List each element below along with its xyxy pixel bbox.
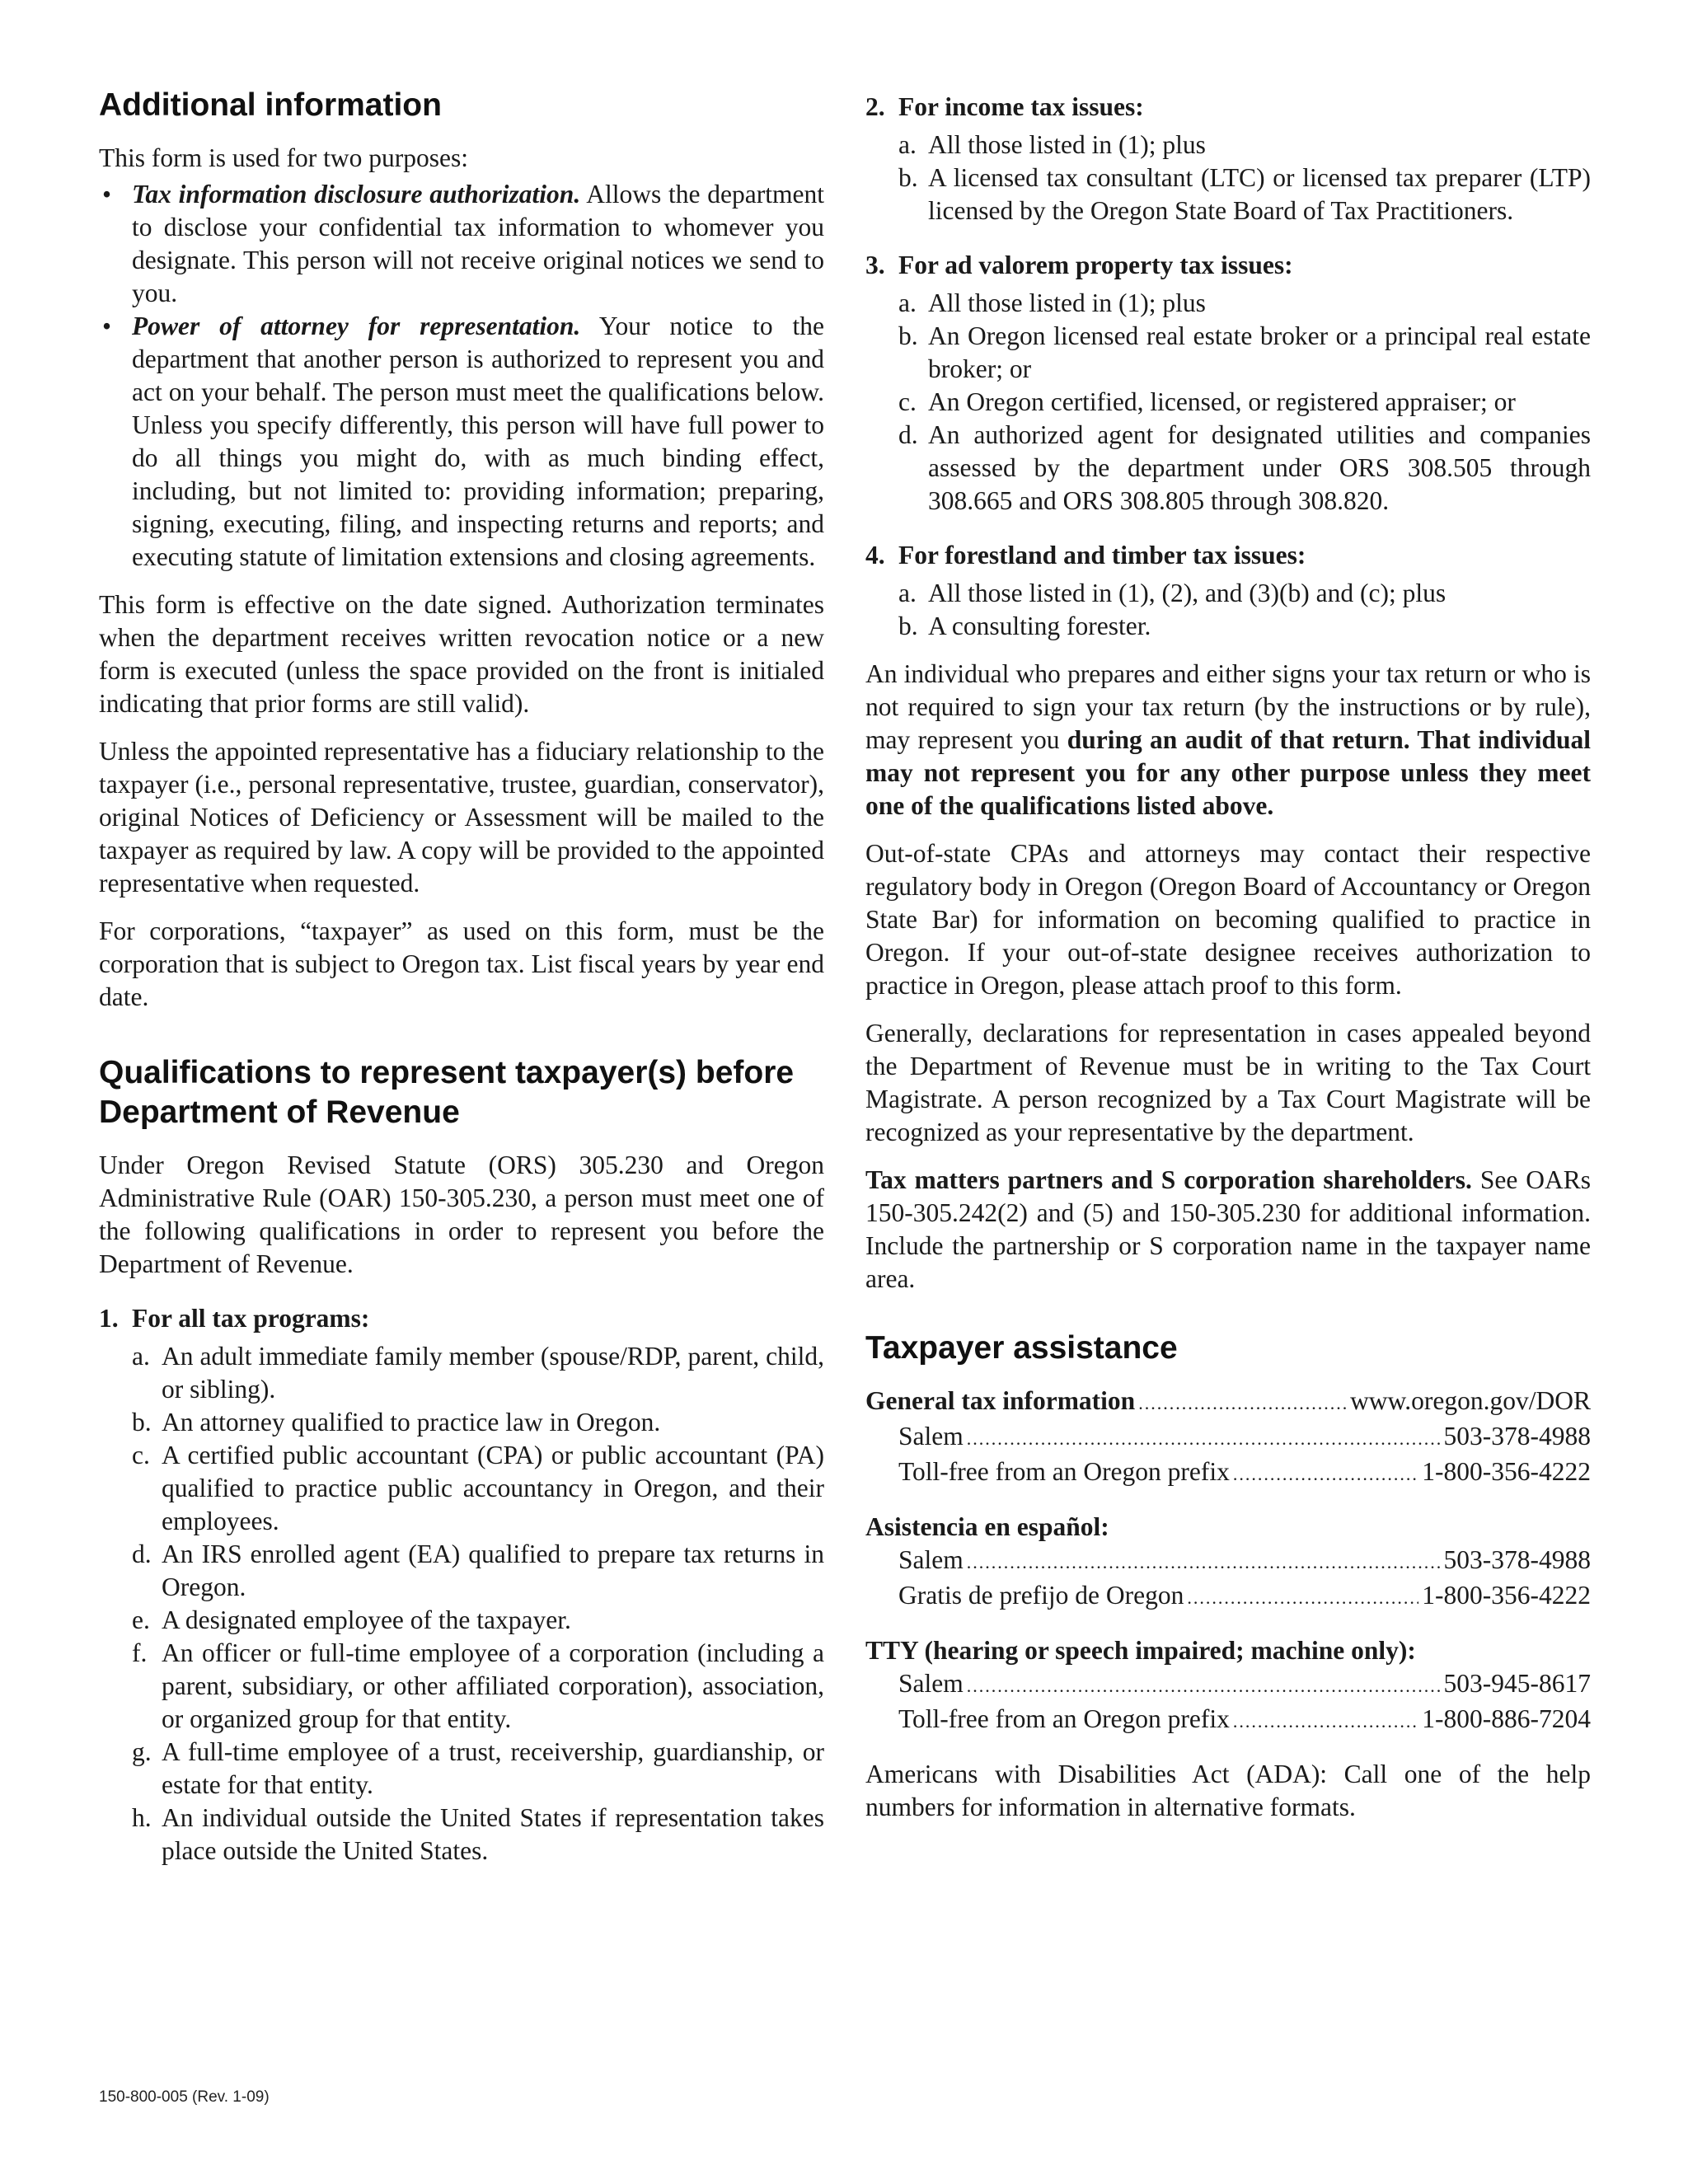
section-1-heading: 1. For all tax programs: <box>99 1304 370 1333</box>
dot-leader <box>1138 1387 1347 1420</box>
contact-row: Salem ..... 503-378-4988 <box>865 1420 1591 1455</box>
spanish-assistance-label: Asistencia en español: <box>865 1512 1109 1541</box>
list-item: h. An individual outside the United States if representation takes place outside the United States. <box>132 1803 824 1865</box>
list-item: b. An attorney qualified to practice law in Oregon. <box>132 1408 661 1436</box>
phone-number: 503-945-8617 <box>1443 1669 1591 1698</box>
list-item: f. An officer or full-time employee of a corporation (including a parent, subsidiary, or other affiliated corporation), association, or organized group for that entity. <box>132 1638 824 1733</box>
list-item: b. An Oregon licensed real estate broker or a principal real estate broker; or <box>898 321 1591 383</box>
list-item: a. All those listed in (1); plus <box>898 130 1206 159</box>
section-2-heading: 2. For income tax issues: <box>865 92 1144 121</box>
partners-emphasis: Tax matters partners and S corporation shareholders. <box>865 1165 1472 1194</box>
website-link[interactable]: www.oregon.gov/DOR <box>1350 1386 1591 1415</box>
appeals-paragraph: Generally, declarations for representation in cases appealed beyond the Department of Revenue must be in writing to the Tax Court Magistrate. A person recognized by a Tax Court Magistrate will be recognized as your representative by the department. <box>865 1019 1591 1146</box>
qualifications-intro: Under Oregon Revised Statute (ORS) 305.230 and Oregon Administrative Rule (OAR) 150-305.230, a person must meet one of the following qualifications in order to represent you before the Department of Revenue. <box>99 1151 824 1278</box>
right-column <box>865 86 1591 1882</box>
phone-number: 503-378-4988 <box>1443 1422 1591 1451</box>
form-number: 150-800-005 (Rev. 1-09) <box>99 2088 270 2106</box>
list-item: a. All those listed in (1), (2), and (3)(b) and (c); plus <box>898 579 1447 607</box>
additional-info-intro: This form is used for two purposes: <box>99 143 468 172</box>
section-1-list <box>99 1340 824 1868</box>
purpose-list <box>99 178 824 574</box>
left-column <box>99 86 824 1882</box>
section-4-list <box>865 577 1591 643</box>
purpose-title: Power of attorney for representation. <box>132 312 581 340</box>
contact-row: Gratis de prefijo de Oregon ..... 1-800-356-4222 <box>865 1579 1591 1615</box>
dot-leader <box>1187 1582 1418 1615</box>
taxpayer-assistance-heading: Taxpayer assistance <box>865 1330 1178 1366</box>
phone-number: 1-800-356-4222 <box>1422 1581 1591 1610</box>
list-item: b. A consulting forester. <box>898 612 1151 640</box>
tty-label: TTY (hearing or speech impaired; machine only): <box>865 1636 1416 1665</box>
general-info-label: General tax information <box>865 1386 1136 1415</box>
out-of-state-paragraph: Out-of-state CPAs and attorneys may contact their respective regulatory body in Oregon (Oregon Board of Accountancy or Oregon State Bar) for information on becoming qualified to practice in Oregon. If your out-of-state designee receives authorization to practice in Oregon, please attach proof to this form. <box>865 839 1591 1000</box>
fiduciary-paragraph: Unless the appointed representative has a fiduciary relationship to the taxpayer (i.e., personal representative, trustee, guardian, conservator), original Notices of Deficiency or Assessment will be mailed to the taxpayer as required by law. A copy will be provided to the appointed representative when requested. <box>99 737 824 898</box>
purpose-item-disclosure <box>99 178 824 310</box>
purpose-text: Your notice to the department that another person is authorized to represent you and act on your behalf. The person must meet the qualifications below. Unless you specify differently, this person will have full power to do all things you might do, with as much binding effect, including, but not limited to: providing information; preparing, signing, executing, filing, and inspecting returns and reports; and executing statute of limitation extensions and closing agreements. <box>132 312 824 571</box>
bullet-icon: • <box>102 312 112 340</box>
corporations-paragraph: For corporations, “taxpayer” as used on this form, must be the corporation that is subject to Oregon tax. List fiscal years by year end date. <box>99 916 824 1011</box>
general-info-row <box>865 1385 1591 1420</box>
contact-row: Salem ..... 503-945-8617 <box>865 1667 1591 1703</box>
additional-info-heading: Additional information <box>99 87 442 123</box>
phone-number: 503-378-4988 <box>1443 1545 1591 1574</box>
section-2-list <box>865 129 1591 227</box>
section-4-heading: 4. For forestland and timber tax issues: <box>865 541 1306 569</box>
general-info-group <box>865 1385 1591 1491</box>
qualifications-heading <box>99 1053 824 1132</box>
bullet-icon: • <box>102 180 112 209</box>
preparer-paragraph: An individual who prepares and either signs your tax return or who is not required to sign your tax return (by the instructions or by rule), may represent you during an audit of that return. That individual may not represent you for any other purpose unless they meet one of the qualifications listed above. <box>865 659 1591 820</box>
phone-number: 1-800-356-4222 <box>1422 1457 1591 1486</box>
purpose-item-power-of-attorney <box>99 310 824 574</box>
purpose-title: Tax information disclosure authorization. <box>132 180 581 209</box>
dot-leader <box>1233 1458 1418 1491</box>
list-item: e. A designated employee of the taxpayer. <box>132 1605 571 1634</box>
dot-leader <box>967 1546 1441 1579</box>
list-item: b. A licensed tax consultant (LTC) or licensed tax preparer (LTP) licensed by the Oregon State Board of Tax Practitioners. <box>898 163 1591 225</box>
qualifications-heading-line2: Department of Revenue <box>99 1094 460 1130</box>
list-item: d. An authorized agent for designated utilities and companies assessed by the department under ORS 308.505 through 308.665 and ORS 308.805 through 308.820. <box>898 420 1591 515</box>
qualifications-heading-line1: Qualifications to represent taxpayer(s) before <box>99 1055 795 1090</box>
dot-leader <box>967 1670 1441 1703</box>
contact-row: Toll-free from an Oregon prefix ..... 1-800-356-4222 <box>865 1455 1591 1491</box>
preparer-emphasis: during an audit of that return. That individual may not represent you for any other purpose unless they meet one of the qualifications listed above. <box>865 725 1591 820</box>
section-3-heading: 3. For ad valorem property tax issues: <box>865 251 1293 279</box>
phone-number: 1-800-886-7204 <box>1422 1704 1591 1733</box>
list-item: d. An IRS enrolled agent (EA) qualified to prepare tax returns in Oregon. <box>132 1540 824 1601</box>
contact-row: Toll-free from an Oregon prefix ..... 1-800-886-7204 <box>865 1703 1591 1738</box>
spanish-assistance-group <box>865 1511 1591 1615</box>
contact-row: Salem ..... 503-378-4988 <box>865 1544 1591 1579</box>
list-item: c. An Oregon certified, licensed, or registered appraiser; or <box>898 387 1516 416</box>
tty-group <box>865 1634 1591 1738</box>
dot-leader <box>967 1422 1441 1455</box>
list-item: a. All those listed in (1); plus <box>898 288 1206 317</box>
list-item: c. A certified public accountant (CPA) or public accountant (PA) qualified to practice public accountancy in Oregon, and their employees. <box>132 1441 824 1535</box>
section-3-list <box>865 287 1591 518</box>
list-item: a. An adult immediate family member (spouse/RDP, parent, child, or sibling). <box>132 1342 824 1404</box>
ada-paragraph: Americans with Disabilities Act (ADA): Call one of the help numbers for information in alternative formats. <box>865 1760 1591 1821</box>
effective-paragraph: This form is effective on the date signed. Authorization terminates when the department receives written revocation notice or a new form is executed (unless the space provided on the front is initialed indicating that prior forms are still valid). <box>99 590 824 718</box>
purpose-text: Allows the department to disclose your confidential tax information to whomever you designate. This person will not receive original notices we send to you. <box>132 180 824 307</box>
partners-paragraph: Tax matters partners and S corporation shareholders. See OARs 150-305.242(2) and (5) and 150-305.230 for additional information. Include the partnership or S corporation name in the taxpayer name area. <box>865 1165 1591 1293</box>
dot-leader <box>1233 1705 1418 1738</box>
page-body <box>99 86 1591 1882</box>
list-item: g. A full-time employee of a trust, receivership, guardianship, or estate for that entity. <box>132 1737 824 1799</box>
